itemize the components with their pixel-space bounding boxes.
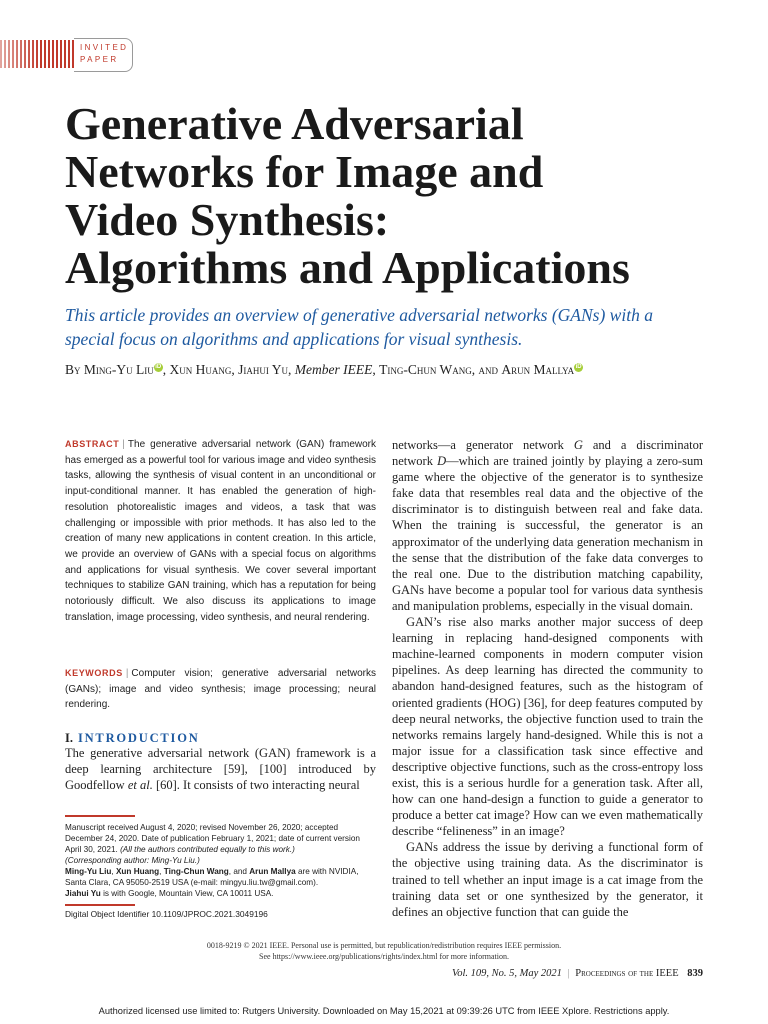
footnote-affiliation-google (65, 888, 376, 899)
author-name[interactable]: Ming-Yu Liu (83, 362, 154, 377)
abstract-text: The generative adversarial network (GAN) framework has emerged as a powerful tool for various image and video synthesis tasks, allowing the synthesis of visual content in an unconditional or input-conditional manner. It has enabled the generation of high-resolution photorealistic images and videos, a task that was challenging or impossible with prior methods. It has also led to the creation of many new applications in content creation. In this article, we provide an overview of GANs with a special focus on algorithms and applications for visual synthesis. We cover several important techniques to stabilize GAN training, which has a reputation for being notoriously difficult. We also discuss its applications to image translation, image processing, video synthesis, and neural rendering. (65, 439, 376, 623)
footnote-author: Jiahui Yu (65, 889, 101, 898)
author-name[interactable]: Ting-Chun Wang (379, 362, 472, 377)
copyright-notice (0, 940, 768, 962)
text-run: —which are trained jointly by playing a zero-sum game where the objective of the generator is to synthesize fake data that resembles real data and the objective of the discriminator is to distinguish between real and fake data. When the training is successful, the generator is an approximator of the underlying data generation mechanism in the sense that the distribution of the fake data converges to the real one. Due to the distribution matching capability, GANs have become a popular tool for various data synthesis and manipulation problems, especially in the visual domain. (392, 454, 703, 613)
invited-paper-badge (0, 38, 135, 72)
separator-bar: | (567, 968, 570, 979)
math-symbol: G (573, 438, 583, 452)
text-run: and a discriminator network (392, 438, 703, 469)
orcid-icon[interactable]: iD (155, 364, 162, 370)
doi-rule (65, 904, 135, 906)
separator-bar: | (122, 439, 125, 450)
math-symbol: D (437, 454, 447, 469)
section-heading (65, 731, 376, 746)
footnote-rule (65, 815, 135, 817)
title-line: Generative Adversarial (65, 98, 524, 149)
keywords-block (65, 666, 376, 713)
intro-text-italic: et al. (127, 778, 153, 792)
section-title: INTRODUCTION (77, 731, 200, 745)
copyright-line: 0018-9219 © 2021 IEEE. Personal use is permitted, but republication/redistribution requires IEEE permission. (206, 941, 562, 950)
keywords-text: Computer vision; generative adversarial networks (GANs); image and video synthesis; image processing; neural rendering. (65, 668, 376, 711)
keywords-label: KEYWORDS (65, 668, 123, 678)
footnote-corresponding (65, 855, 376, 866)
author-role: Member IEEE (294, 362, 373, 377)
page-number: 839 (687, 968, 703, 979)
footnote-google-text: is with Google, Mountain View, CA 10011 USA. (100, 889, 274, 898)
paragraph (392, 437, 703, 614)
footnote-corresponding-text: (Corresponding author: Ming-Yu Liu.) (65, 856, 200, 865)
footnote-affiliation-nvidia: Ming-Yu Liu, Xun Huang, Ting-Chun Wang, and Arun Mallya are with NVIDIA, Santa Clara, CA 95050-2519 USA (e-mail: mingyu.liu.tw@gmail.com). (65, 867, 359, 887)
article-subtitle: This article provides an overview of generative adversarial networks (GANs) with a special focus on algorithms and applications for visual synthesis. (65, 305, 653, 349)
right-column (392, 437, 703, 920)
author-line: By Ming-Yu Liu iD , Xun Huang, Jiahui Yu, Member IEEE, Ting-Chun Wang, and Arun Mallya iD (65, 362, 582, 377)
footnote-author: Arun Mallya (249, 867, 296, 876)
title-line: Algorithms and Applications (65, 242, 630, 293)
paragraph: GAN’s rise also marks another major success of deep learning in replacing hand-designed components with machine-learned components in modern computer vision pipelines. As deep learning has directed the community to abandon hand-designed features, such as the histogram of oriented gradients (HOG) [36], for deep features computed by deep neural networks, the objective function used to train the networks remains largely hand-designed. While this is not a major issue for a classification task since effective and descriptive objective functions, such as the cross-entropy loss exist, this is a serious hurdle for a generation task. After all, how can one hand-design a function to guide a generator to produce a better cat image? How can we even mathematically describe “felineness” in an image? (392, 615, 703, 839)
copyright-line: See https://www.ieee.org/publications/rights/index.html for more information. (259, 952, 509, 961)
title-line: Networks for Image and (65, 146, 544, 197)
footnote-dates (65, 822, 376, 855)
page-footer (452, 968, 703, 979)
journal-name: Proceedings of the IEEE (575, 968, 679, 979)
title-line: Video Synthesis: (65, 194, 390, 245)
intro-text-part: [60]. It consists of two interacting neural (152, 778, 360, 792)
footnote-equal: (All the authors contributed equally to this work.) (120, 845, 295, 854)
intro-paragraph (65, 745, 376, 793)
author-by: By (65, 362, 81, 377)
orcid-icon[interactable]: iD (575, 364, 582, 370)
abstract-label: ABSTRACT (65, 439, 120, 449)
footnote-author: Ting-Chun Wang (163, 867, 229, 876)
author-name[interactable]: Xun Huang (169, 362, 232, 377)
separator-bar: | (125, 668, 129, 679)
article-title (65, 100, 725, 292)
doi[interactable]: Digital Object Identifier 10.1109/JPROC.2021.3049196 (65, 909, 268, 919)
abstract-block (65, 437, 376, 625)
badge-line1: INVITED (80, 43, 129, 52)
paragraph: GANs address the issue by deriving a functional form of the objective using training data. As the discriminator is trained to tell whether an input image is a cat image from the training data set or one synthesized by the generator, it defines an objective function that can guide the (392, 840, 703, 919)
badge-box (74, 38, 133, 72)
badge-fade (0, 40, 40, 68)
volume-info: Vol. 109, No. 5, May 2021 (451, 968, 562, 979)
author-and: and (478, 362, 498, 377)
footnote-author: Xun Huang (115, 867, 160, 876)
badge-line2: PAPER (80, 55, 119, 64)
footnote (65, 822, 376, 899)
intro-text-part: The generative adversarial network (GAN) framework is a deep learning architecture [59], [100] introduced by Goodfellow (65, 746, 376, 792)
footnote-nvidia-text: are with NVIDIA, Santa Clara, CA 95050-2519 USA (e-mail: mingyu.liu.tw@gmail.com). (65, 867, 359, 887)
text-run: networks—a generator network (392, 438, 574, 452)
footnote-received: Manuscript received August 4, 2020; revised November 26, 2020; accepted December 24, 2020. Date of publication February 1, 2021; date of current version April 30, 2021. (65, 823, 360, 854)
author-name[interactable]: Arun Mallya (501, 362, 575, 377)
license-notice: Authorized licensed use limited to: Rutgers University. Downloaded on May 15,2021 at 09:39:26 UTC from IEEE Xplore. Restrictions apply. (98, 1006, 670, 1016)
author-name[interactable]: Jiahui Yu (238, 362, 289, 377)
section-number: I. (65, 731, 73, 745)
footnote-author: Ming-Yu Liu (65, 867, 112, 876)
